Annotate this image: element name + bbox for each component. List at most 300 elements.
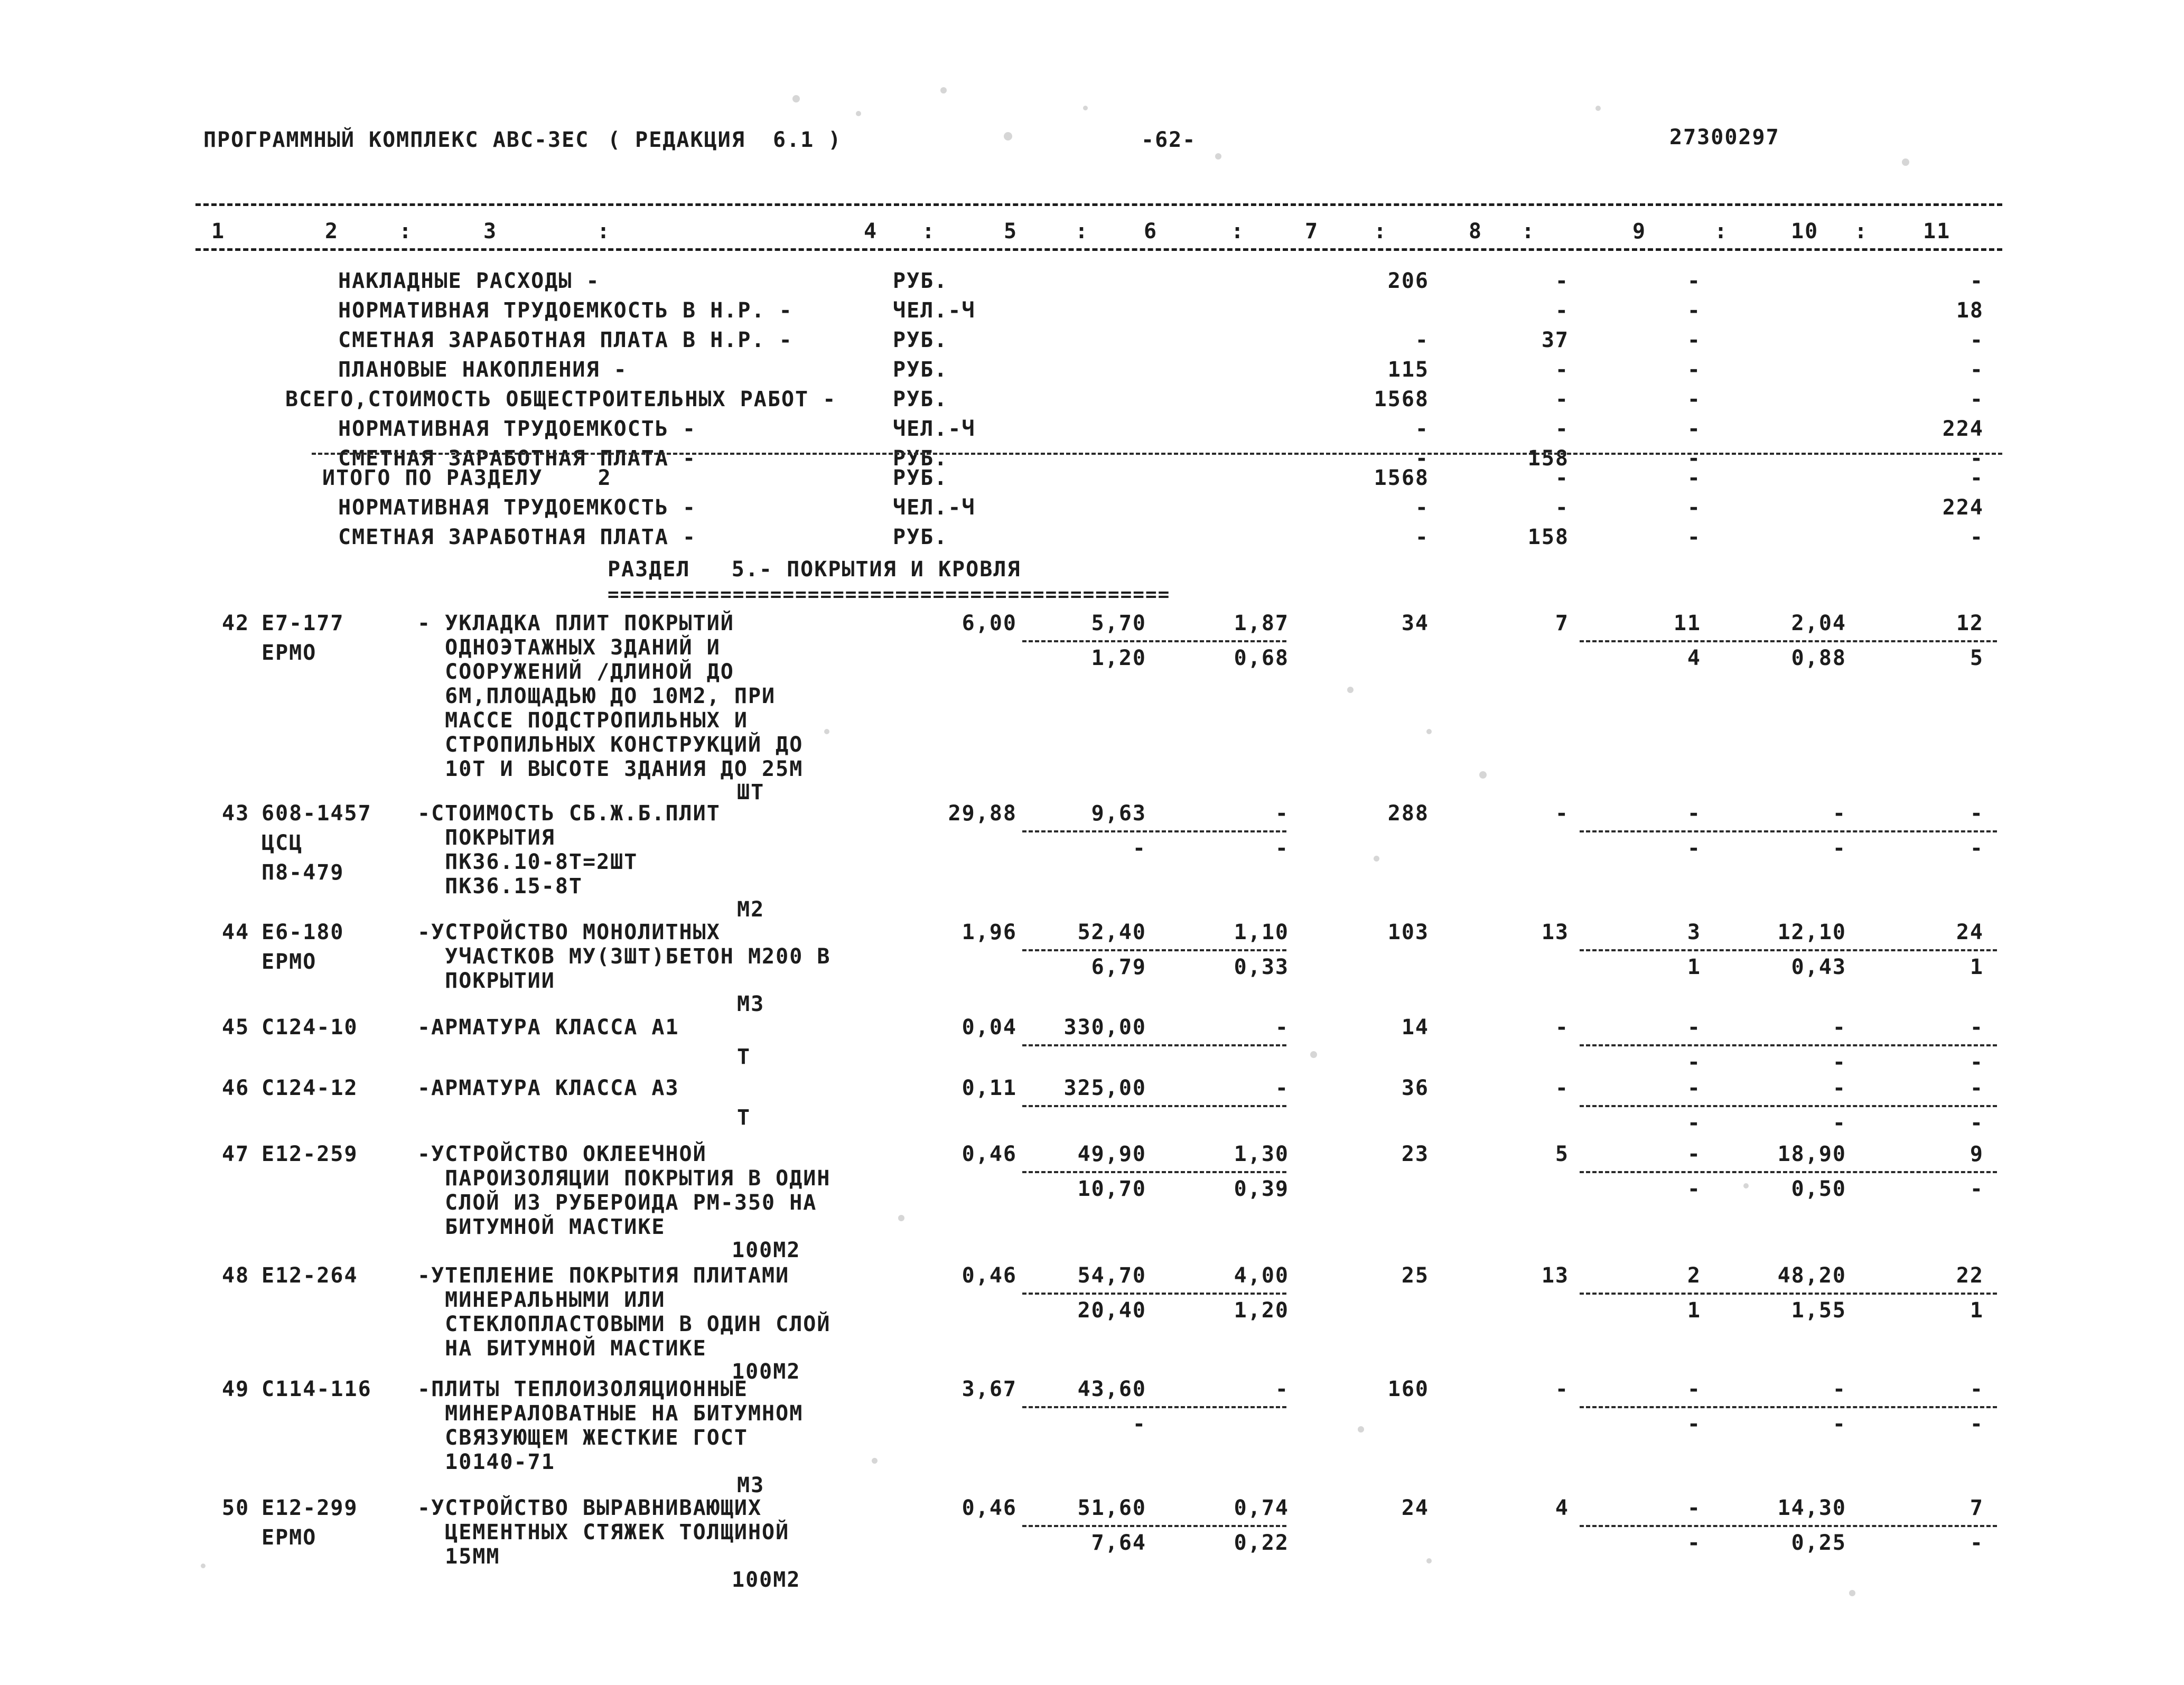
item-value: 54,70 bbox=[1077, 1263, 1146, 1288]
item-value: 0,04 bbox=[962, 1015, 1017, 1040]
column-header: : bbox=[922, 219, 936, 244]
item-machine-value: 5 bbox=[1970, 646, 1984, 670]
item-labor-value: 10,70 bbox=[1077, 1177, 1146, 1201]
summary-value: - bbox=[1415, 446, 1429, 471]
summary-value: 18 bbox=[1956, 298, 1984, 323]
item-code-source: ЕРМО bbox=[262, 1525, 317, 1550]
item-value: - bbox=[1832, 1015, 1846, 1040]
summary-value: - bbox=[1687, 387, 1701, 411]
item-machine-value: 0,43 bbox=[1791, 955, 1846, 979]
summary-value: 206 bbox=[1387, 269, 1429, 293]
column-header: : bbox=[1522, 219, 1536, 244]
summary-unit: РУБ. bbox=[893, 466, 948, 490]
column-header: : bbox=[399, 219, 413, 244]
summary-label: СМЕТНАЯ ЗАРАБОТНАЯ ПЛАТА - bbox=[338, 446, 697, 471]
item-labor-value: 0,68 bbox=[1234, 646, 1289, 670]
summary-value: - bbox=[1415, 525, 1429, 549]
summary-unit: РУБ. bbox=[893, 358, 948, 382]
item-value: 49,90 bbox=[1077, 1142, 1146, 1166]
item-code: С124-10 bbox=[262, 1015, 358, 1040]
scan-speck bbox=[1426, 1558, 1432, 1564]
scan-speck bbox=[792, 95, 800, 102]
item-description: БИТУМНОЙ МАСТИКЕ bbox=[417, 1215, 666, 1239]
item-value: 14 bbox=[1401, 1015, 1429, 1040]
item-value: - bbox=[1555, 801, 1569, 826]
item-value: 288 bbox=[1387, 801, 1429, 826]
summary-value: - bbox=[1555, 495, 1569, 520]
item-value: 1,10 bbox=[1234, 920, 1289, 944]
item-description: ПОКРЫТИИ bbox=[417, 969, 555, 993]
item-code: Е7-177 bbox=[262, 611, 344, 635]
scan-speck bbox=[1849, 1590, 1855, 1596]
item-machine-value: - bbox=[1832, 1412, 1846, 1436]
item-value: - bbox=[1687, 801, 1701, 826]
summary-value: - bbox=[1415, 328, 1429, 352]
item-code: Е6-180 bbox=[262, 920, 344, 944]
item-machine-value: 0,88 bbox=[1791, 646, 1846, 670]
summary-value: - bbox=[1687, 495, 1701, 520]
item-value: - bbox=[1970, 801, 1984, 826]
item-rule-labor bbox=[1022, 1171, 1286, 1173]
item-unit: Т bbox=[737, 1106, 751, 1130]
item-rule-machine bbox=[1580, 1171, 1997, 1173]
summary-label: СМЕТНАЯ ЗАРАБОТНАЯ ПЛАТА - bbox=[338, 525, 697, 549]
program-title: ПРОГРАММНЫЙ КОМПЛЕКС АВС-3ЕС bbox=[203, 128, 590, 152]
item-description: МИНЕРАЛЬНЫМИ ИЛИ bbox=[417, 1288, 666, 1312]
item-labor-value: 1,20 bbox=[1234, 1298, 1289, 1323]
column-header: 1 bbox=[211, 219, 226, 244]
column-header: 5 bbox=[1004, 219, 1018, 244]
item-value: - bbox=[1970, 1377, 1984, 1401]
summary-value: - bbox=[1415, 495, 1429, 520]
item-description: -УСТРОЙСТВО ОКЛЕЕЧНОЙ bbox=[417, 1142, 707, 1166]
document-number: 27300297 bbox=[1669, 125, 1780, 149]
item-value: 3 bbox=[1687, 920, 1701, 944]
item-machine-value: - bbox=[1970, 1050, 1984, 1074]
summary-unit: РУБ. bbox=[893, 446, 948, 471]
item-value: 5 bbox=[1555, 1142, 1569, 1166]
item-machine-value: - bbox=[1832, 1111, 1846, 1135]
item-machine-value: 0,25 bbox=[1791, 1531, 1846, 1555]
item-value: 51,60 bbox=[1077, 1496, 1146, 1520]
item-description: УЧАСТКОВ МУ(3ШТ)БЕТОН М200 В bbox=[417, 944, 831, 969]
item-description: ПАРОИЗОЛЯЦИИ ПОКРЫТИЯ В ОДИН bbox=[417, 1166, 831, 1191]
item-description: -СТОИМОСТЬ СБ.Ж.Б.ПЛИТ bbox=[417, 801, 721, 826]
item-value: 160 bbox=[1387, 1377, 1429, 1401]
summary-unit: ЧЕЛ.-Ч bbox=[893, 417, 976, 441]
summary-label: НОРМАТИВНАЯ ТРУДОЕМКОСТЬ - bbox=[338, 495, 697, 520]
item-description: 10Т И ВЫСОТЕ ЗДАНИЯ ДО 25М bbox=[417, 757, 804, 781]
item-description: МИНЕРАЛОВАТНЫЕ НА БИТУМНОМ bbox=[417, 1401, 804, 1426]
scan-speck bbox=[1347, 687, 1354, 693]
item-unit: 100М2 bbox=[732, 1238, 801, 1262]
summary-value: 158 bbox=[1527, 446, 1569, 471]
column-header: 6 bbox=[1144, 219, 1158, 244]
item-number: 45 bbox=[222, 1015, 250, 1040]
item-value: 43,60 bbox=[1077, 1377, 1146, 1401]
item-rule-labor bbox=[1022, 1293, 1286, 1295]
item-labor-value: 0,33 bbox=[1234, 955, 1289, 979]
scan-speck bbox=[872, 1458, 878, 1464]
summary-value: - bbox=[1555, 387, 1569, 411]
item-value: 18,90 bbox=[1777, 1142, 1846, 1166]
item-value: - bbox=[1832, 1076, 1846, 1100]
item-unit: Т bbox=[737, 1045, 751, 1069]
summary-value: - bbox=[1687, 417, 1701, 441]
summary-value: 115 bbox=[1387, 358, 1429, 382]
item-description: 15ММ bbox=[417, 1544, 500, 1569]
item-rule-machine bbox=[1580, 1105, 1997, 1107]
item-value: 52,40 bbox=[1077, 920, 1146, 944]
item-machine-value: - bbox=[1970, 1111, 1984, 1135]
item-rule-labor bbox=[1022, 1044, 1286, 1046]
summary-value: - bbox=[1687, 269, 1701, 293]
item-value: 7 bbox=[1970, 1496, 1984, 1520]
item-description: СЛОЙ ИЗ РУБЕРОИДА РМ-350 НА bbox=[417, 1191, 817, 1215]
item-code: С124-12 bbox=[262, 1076, 358, 1100]
item-value: - bbox=[1970, 1015, 1984, 1040]
scan-speck bbox=[1479, 771, 1487, 779]
summary-label: ИТОГО ПО РАЗДЕЛУ 2 bbox=[322, 466, 612, 490]
summary-value: 224 bbox=[1942, 495, 1984, 520]
summary-label: НАКЛАДНЫЕ РАСХОДЫ - bbox=[338, 269, 600, 293]
item-labor-value: 6,79 bbox=[1091, 955, 1146, 979]
summary-value: - bbox=[1687, 358, 1701, 382]
item-machine-value: 0,50 bbox=[1791, 1177, 1846, 1201]
item-code-ref: П8-479 bbox=[262, 860, 344, 885]
item-value: 0,11 bbox=[962, 1076, 1017, 1100]
item-labor-value: 0,22 bbox=[1234, 1531, 1289, 1555]
page-number: -62- bbox=[1141, 128, 1197, 152]
item-unit: М3 bbox=[737, 992, 765, 1016]
item-description: СООРУЖЕНИЙ /ДЛИНОЙ ДО bbox=[417, 660, 734, 684]
item-rule-machine bbox=[1580, 640, 1997, 642]
item-value: 9,63 bbox=[1091, 801, 1146, 826]
scan-speck bbox=[940, 87, 947, 93]
item-value: - bbox=[1687, 1142, 1701, 1166]
item-value: 2,04 bbox=[1791, 611, 1846, 635]
column-header: : bbox=[1231, 219, 1245, 244]
column-header: 4 bbox=[864, 219, 878, 244]
item-description: ЦЕМЕНТНЫХ СТЯЖЕК ТОЛЩИНОЙ bbox=[417, 1520, 790, 1544]
item-rule-machine bbox=[1580, 949, 1997, 951]
item-number: 43 bbox=[222, 801, 250, 826]
item-value: 103 bbox=[1387, 920, 1429, 944]
item-value: 330,00 bbox=[1063, 1015, 1146, 1040]
item-description: ПК36.10-8Т=2ШТ bbox=[417, 850, 638, 874]
item-unit: 100М2 bbox=[732, 1568, 801, 1592]
item-value: 24 bbox=[1956, 920, 1984, 944]
summary-unit: ЧЕЛ.-Ч bbox=[893, 495, 976, 520]
item-machine-value: 1 bbox=[1687, 1298, 1701, 1323]
item-description: ПОКРЫТИЯ bbox=[417, 826, 555, 850]
item-value: 9 bbox=[1970, 1142, 1984, 1166]
item-machine-value: 4 bbox=[1687, 646, 1701, 670]
scan-speck bbox=[1902, 158, 1909, 166]
item-value: 6,00 bbox=[962, 611, 1017, 635]
summary-value: - bbox=[1970, 328, 1984, 352]
scan-speck bbox=[1004, 132, 1012, 141]
column-header: : bbox=[1854, 219, 1869, 244]
item-machine-value: 1 bbox=[1687, 955, 1701, 979]
summary-label: НОРМАТИВНАЯ ТРУДОЕМКОСТЬ - bbox=[338, 417, 697, 441]
item-value: - bbox=[1275, 1076, 1289, 1100]
summary-value: 158 bbox=[1527, 525, 1569, 549]
item-code-source: ЦСЦ bbox=[262, 831, 303, 855]
item-description: СВЯЗУЮЩЕМ ЖЕСТКИЕ ГОСТ bbox=[417, 1426, 748, 1450]
summary-value: - bbox=[1555, 298, 1569, 323]
item-value: - bbox=[1555, 1377, 1569, 1401]
item-rule-machine bbox=[1580, 1293, 1997, 1295]
item-rule-labor bbox=[1022, 1406, 1286, 1408]
item-value: - bbox=[1275, 801, 1289, 826]
header-top-rule bbox=[195, 203, 2002, 206]
item-machine-value: - bbox=[1687, 1050, 1701, 1074]
item-rule-machine bbox=[1580, 1044, 1997, 1046]
item-machine-value: - bbox=[1687, 836, 1701, 860]
item-description: - УКЛАДКА ПЛИТ ПОКРЫТИЙ bbox=[417, 611, 734, 635]
item-number: 47 bbox=[222, 1142, 250, 1166]
summary-value: - bbox=[1970, 525, 1984, 549]
item-value: - bbox=[1275, 1015, 1289, 1040]
summary-value: - bbox=[1687, 298, 1701, 323]
item-value: - bbox=[1832, 801, 1846, 826]
item-labor-value: 20,40 bbox=[1077, 1298, 1146, 1323]
item-value: 23 bbox=[1401, 1142, 1429, 1166]
item-description: ПК36.15-8Т bbox=[417, 874, 583, 898]
item-value: 36 bbox=[1401, 1076, 1429, 1100]
scan-speck bbox=[898, 1215, 904, 1221]
item-value: - bbox=[1970, 1076, 1984, 1100]
column-header: : bbox=[1374, 219, 1388, 244]
section-underline: ============================================= bbox=[608, 584, 1171, 605]
item-description: СТЕКЛОПЛАСТОВЫМИ В ОДИН СЛОЙ bbox=[417, 1312, 831, 1336]
item-value: 325,00 bbox=[1063, 1076, 1146, 1100]
item-labor-value: - bbox=[1132, 836, 1146, 860]
item-code: С114-116 bbox=[262, 1377, 372, 1401]
scan-speck bbox=[201, 1564, 206, 1568]
summary-value: 37 bbox=[1541, 328, 1569, 352]
item-value: 34 bbox=[1401, 611, 1429, 635]
summary-value: 1568 bbox=[1374, 387, 1429, 411]
summary-value: 224 bbox=[1942, 417, 1984, 441]
item-unit: М3 bbox=[737, 1473, 765, 1497]
item-unit: 100М2 bbox=[732, 1360, 801, 1384]
item-rule-machine bbox=[1580, 1525, 1997, 1527]
item-value: - bbox=[1687, 1015, 1701, 1040]
summary-value: - bbox=[1970, 466, 1984, 490]
item-value: 48,20 bbox=[1777, 1263, 1846, 1288]
item-description: -АРМАТУРА КЛАССА А1 bbox=[417, 1015, 679, 1040]
item-value: 25 bbox=[1401, 1263, 1429, 1288]
item-description: -УТЕПЛЕНИЕ ПОКРЫТИЯ ПЛИТАМИ bbox=[417, 1263, 790, 1288]
item-number: 42 bbox=[222, 611, 250, 635]
item-code: Е12-259 bbox=[262, 1142, 358, 1166]
item-value: 12,10 bbox=[1777, 920, 1846, 944]
item-number: 46 bbox=[222, 1076, 250, 1100]
item-value: 2 bbox=[1687, 1263, 1701, 1288]
item-machine-value: - bbox=[1970, 836, 1984, 860]
item-value: 5,70 bbox=[1091, 611, 1146, 635]
item-value: 0,46 bbox=[962, 1263, 1017, 1288]
column-header: 10 bbox=[1791, 219, 1819, 244]
item-description: -АРМАТУРА КЛАССА А3 bbox=[417, 1076, 679, 1100]
column-header: 9 bbox=[1632, 219, 1647, 244]
item-value: - bbox=[1687, 1496, 1701, 1520]
item-value: 0,74 bbox=[1234, 1496, 1289, 1520]
item-machine-value: - bbox=[1687, 1531, 1701, 1555]
summary-value: - bbox=[1970, 446, 1984, 471]
column-header: : bbox=[1075, 219, 1089, 244]
item-value: 1,96 bbox=[962, 920, 1017, 944]
item-number: 49 bbox=[222, 1377, 250, 1401]
item-machine-value: - bbox=[1970, 1412, 1984, 1436]
item-unit: ШТ bbox=[737, 780, 765, 804]
item-machine-value: - bbox=[1832, 1050, 1846, 1074]
item-value: 22 bbox=[1956, 1263, 1984, 1288]
summary-value: - bbox=[1687, 466, 1701, 490]
edition-label: ( РЕДАКЦИЯ 6.1 ) bbox=[608, 128, 842, 152]
item-value: 1,87 bbox=[1234, 611, 1289, 635]
item-machine-value: - bbox=[1687, 1177, 1701, 1201]
item-labor-value: - bbox=[1275, 836, 1289, 860]
item-description: МАССЕ ПОДСТРОПИЛЬНЫХ И bbox=[417, 708, 748, 733]
item-description: ОДНОЭТАЖНЫХ ЗДАНИЙ И bbox=[417, 635, 721, 660]
column-header: 11 bbox=[1923, 219, 1951, 244]
item-value: - bbox=[1555, 1076, 1569, 1100]
summary-value: - bbox=[1970, 387, 1984, 411]
summary-value: - bbox=[1687, 328, 1701, 352]
scan-speck bbox=[824, 729, 829, 734]
summary-value: - bbox=[1555, 417, 1569, 441]
scan-speck bbox=[1215, 153, 1221, 160]
section-title: РАЗДЕЛ 5.- ПОКРЫТИЯ И КРОВЛЯ bbox=[608, 557, 1021, 582]
summary-unit: РУБ. bbox=[893, 525, 948, 549]
item-rule-machine bbox=[1580, 830, 1997, 832]
item-value: 3,67 bbox=[962, 1377, 1017, 1401]
item-value: - bbox=[1555, 1015, 1569, 1040]
item-value: - bbox=[1832, 1377, 1846, 1401]
item-unit: М2 bbox=[737, 897, 765, 922]
column-header: : bbox=[1714, 219, 1729, 244]
item-rule-labor bbox=[1022, 1105, 1286, 1107]
item-description: 10140-71 bbox=[417, 1450, 555, 1474]
item-machine-value: - bbox=[1970, 1531, 1984, 1555]
summary-label: НОРМАТИВНАЯ ТРУДОЕМКОСТЬ В Н.Р. - bbox=[338, 298, 793, 323]
column-header: 7 bbox=[1305, 219, 1319, 244]
item-machine-value: 1,55 bbox=[1791, 1298, 1846, 1323]
item-rule-labor bbox=[1022, 640, 1286, 642]
scan-speck bbox=[856, 111, 861, 116]
item-description: НА БИТУМНОЙ МАСТИКЕ bbox=[417, 1336, 707, 1361]
column-header: 2 bbox=[325, 219, 339, 244]
scan-speck bbox=[1595, 106, 1601, 111]
item-value: - bbox=[1687, 1076, 1701, 1100]
item-code: 608-1457 bbox=[262, 801, 372, 826]
scan-speck bbox=[1358, 1426, 1364, 1433]
summary-value: - bbox=[1555, 466, 1569, 490]
item-code-source: ЕРМО bbox=[262, 641, 317, 665]
item-description: -УСТРОЙСТВО МОНОЛИТНЫХ bbox=[417, 920, 721, 944]
item-number: 50 bbox=[222, 1496, 250, 1520]
item-value: 1,30 bbox=[1234, 1142, 1289, 1166]
summary-label: ПЛАНОВЫЕ НАКОПЛЕНИЯ - bbox=[338, 358, 628, 382]
item-number: 44 bbox=[222, 920, 250, 944]
item-description: СТРОПИЛЬНЫХ КОНСТРУКЦИЙ ДО bbox=[417, 733, 804, 757]
scan-speck bbox=[1374, 856, 1379, 862]
summary-value: 1568 bbox=[1374, 466, 1429, 490]
header-bottom-rule bbox=[195, 248, 2002, 251]
column-header: 3 bbox=[483, 219, 498, 244]
item-value: 24 bbox=[1401, 1496, 1429, 1520]
item-rule-labor bbox=[1022, 1525, 1286, 1527]
item-labor-value: 1,20 bbox=[1091, 646, 1146, 670]
item-value: - bbox=[1687, 1377, 1701, 1401]
item-value: 14,30 bbox=[1777, 1496, 1846, 1520]
item-value: 4,00 bbox=[1234, 1263, 1289, 1288]
item-value: 29,88 bbox=[948, 801, 1017, 826]
column-header: : bbox=[597, 219, 611, 244]
summary-unit: РУБ. bbox=[893, 387, 948, 411]
summary-label: ВСЕГО,СТОИМОСТЬ ОБЩЕСТРОИТЕЛЬНЫХ РАБОТ - bbox=[285, 387, 837, 411]
item-number: 48 bbox=[222, 1263, 250, 1288]
summary-value: - bbox=[1687, 525, 1701, 549]
summary-unit: ЧЕЛ.-Ч bbox=[893, 298, 976, 323]
summary-rule bbox=[312, 453, 2002, 455]
item-description: -УСТРОЙСТВО ВЫРАВНИВАЮЩИХ bbox=[417, 1496, 762, 1520]
scan-speck bbox=[1426, 729, 1432, 734]
item-value: 0,46 bbox=[962, 1142, 1017, 1166]
scan-speck bbox=[1083, 106, 1088, 110]
item-machine-value: - bbox=[1832, 836, 1846, 860]
item-code-source: ЕРМО bbox=[262, 950, 317, 974]
item-description: -ПЛИТЫ ТЕПЛОИЗОЛЯЦИОННЫЕ bbox=[417, 1377, 748, 1401]
item-value: 13 bbox=[1541, 920, 1569, 944]
item-description: 6М,ПЛОЩАДЬЮ ДО 10М2, ПРИ bbox=[417, 684, 776, 708]
item-code: Е12-264 bbox=[262, 1263, 358, 1288]
item-code: Е12-299 bbox=[262, 1496, 358, 1520]
item-value: 7 bbox=[1555, 611, 1569, 635]
summary-value: - bbox=[1555, 269, 1569, 293]
item-machine-value: - bbox=[1687, 1111, 1701, 1135]
item-rule-labor bbox=[1022, 949, 1286, 951]
item-machine-value: - bbox=[1970, 1177, 1984, 1201]
summary-value: - bbox=[1970, 358, 1984, 382]
item-value: - bbox=[1275, 1377, 1289, 1401]
item-value: 4 bbox=[1555, 1496, 1569, 1520]
summary-value: - bbox=[1555, 358, 1569, 382]
item-value: 11 bbox=[1673, 611, 1701, 635]
scan-speck bbox=[1310, 1051, 1317, 1058]
item-machine-value: 1 bbox=[1970, 955, 1984, 979]
item-labor-value: - bbox=[1132, 1412, 1146, 1436]
item-value: 12 bbox=[1956, 611, 1984, 635]
item-labor-value: 0,39 bbox=[1234, 1177, 1289, 1201]
summary-value: - bbox=[1415, 417, 1429, 441]
item-labor-value: 7,64 bbox=[1091, 1531, 1146, 1555]
item-value: 0,46 bbox=[962, 1496, 1017, 1520]
item-value: 13 bbox=[1541, 1263, 1569, 1288]
summary-unit: РУБ. bbox=[893, 328, 948, 352]
summary-unit: РУБ. bbox=[893, 269, 948, 293]
item-rule-labor bbox=[1022, 830, 1286, 832]
scan-speck bbox=[1743, 1183, 1749, 1188]
item-rule-machine bbox=[1580, 1406, 1997, 1408]
item-machine-value: 1 bbox=[1970, 1298, 1984, 1323]
summary-value: - bbox=[1970, 269, 1984, 293]
column-header: 8 bbox=[1469, 219, 1483, 244]
summary-label: СМЕТНАЯ ЗАРАБОТНАЯ ПЛАТА В Н.Р. - bbox=[338, 328, 793, 352]
